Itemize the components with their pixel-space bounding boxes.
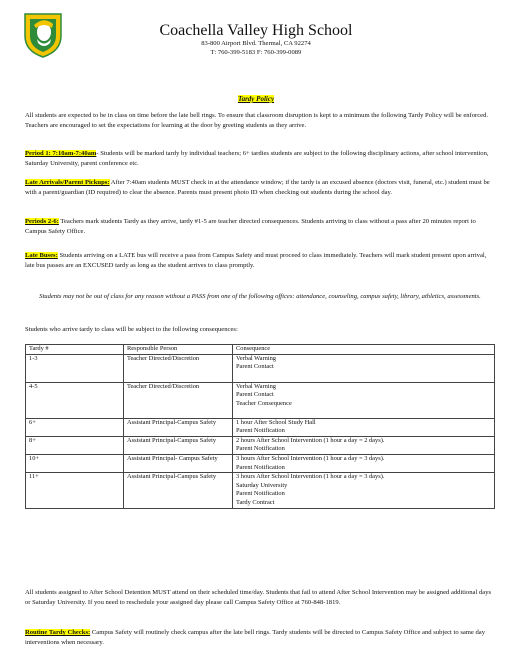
section-periods-2-6: [25, 217, 495, 237]
cell-tardy: 4-5: [26, 382, 124, 418]
cell-person: Assistant Principal-Campus Safety: [124, 418, 233, 436]
section-text: Teachers mark students Tardy as they arrive, tardy #1-5 are teacher directed consequences. Students arriving to class without a pass after 20 minutes report to Campus Safety Office.: [25, 218, 476, 235]
consequence-line: Parent Notification: [236, 463, 285, 471]
cell-consequence: [233, 454, 495, 472]
cell-person: Teacher Directed/Discretion: [124, 382, 233, 418]
section-text: Campus Safety will routinely check campus after the late bell rings. Tardy students will be directed to Campus Safety Office and subject to same day interventions when necessary.: [25, 629, 486, 646]
cell-consequence: [233, 436, 495, 454]
section-routine-checks: [25, 628, 495, 648]
cell-consequence: [233, 418, 495, 436]
cell-tardy: 6+: [26, 418, 124, 436]
consequence-line: 3 hours After School Intervention (1 hour a day = 3 days).: [236, 473, 385, 481]
table-row: [26, 382, 495, 418]
cell-tardy: 8+: [26, 436, 124, 454]
table-row: [26, 473, 495, 508]
consequence-line: Verbal Warning: [236, 354, 277, 362]
consequence-line: 2 hours After School Intervention (1 hour a day = 2 days).: [236, 436, 385, 444]
table-row: [26, 418, 495, 436]
cell-person: Teacher Directed/Discretion: [124, 354, 233, 382]
section-period-1: [25, 149, 495, 169]
consequence-line: Parent Notification: [236, 490, 285, 498]
table-intro: Students who arrive tardy to class will be subject to the following consequences:: [25, 326, 238, 333]
section-text: After 7:40am students MUST check in at the attendance window; if the tardy is an excused absence (doctors visit, funeral, etc.) student must be with a parent/guardian (ID required) to clear the absence. Parents must present photo ID when checking out students during the school day.: [25, 179, 490, 196]
consequence-line: Parent Notification: [236, 427, 285, 435]
school-phone: T: 760-399-5183 F: 760-399-0089: [210, 48, 302, 56]
consequence-line: 1 hour After School Study Hall: [236, 418, 316, 426]
table-row: [26, 454, 495, 472]
section-text: - Students will be marked tardy by individual teachers; 6+ tardies students are subject to the following disciplinary actions, after school intervention, Saturday University, parent conference etc.: [25, 150, 489, 167]
consequence-line: 3 hours After School Intervention (1 hour a day = 3 days).: [236, 454, 385, 462]
consequence-line: Tardy Contract: [236, 498, 275, 506]
after-table-paragraph: All students assigned to After School Detention MUST attend on their scheduled time/day. Students that fail to attend After School Intervention may be assigned additional days or Saturday University. If you need to reschedule your assigned day please call Campus Safety Office at 760-848-1819.: [25, 589, 492, 606]
cell-person: Assistant Principal-Campus Safety: [124, 436, 233, 454]
section-label: Late Buses:: [25, 252, 58, 259]
letterhead: [0, 22, 512, 57]
cell-person: Assistant Principal-Campus Safety: [124, 473, 233, 508]
consequence-line: Parent Contact: [236, 391, 274, 399]
consequence-line: Saturday University: [236, 481, 288, 489]
cell-person: Assistant Principal- Campus Safety: [124, 454, 233, 472]
cell-consequence: [233, 354, 495, 382]
cell-consequence: [233, 473, 495, 508]
column-header-consequence: Consequence: [233, 345, 495, 355]
section-label: Periods 2-6:: [25, 218, 59, 225]
policy-title-wrap: [0, 95, 512, 103]
section-text: Students arriving on a LATE bus will receive a pass from Campus Safety and must proceed to class immediately. Teachers will mark student present upon arrival, late bus passes are an EXCUSED tardy as long as the student arrives to class promptly.: [25, 252, 487, 269]
column-header-tardy: Tardy #: [26, 345, 124, 355]
table-row: [26, 436, 495, 454]
consequence-line: Parent Notification: [236, 445, 285, 453]
consequence-table: [25, 344, 495, 509]
section-label: Late Arrivals/Parent Pickups:: [25, 179, 110, 186]
school-name: Coachella Valley High School: [159, 22, 353, 39]
section-late-arrivals: [25, 178, 495, 198]
section-late-buses: [25, 251, 495, 271]
cell-tardy: 10+: [26, 454, 124, 472]
column-header-person: Responsible Person: [124, 345, 233, 355]
consequence-line: Parent Contact: [236, 363, 274, 371]
policy-title: Tardy Policy: [237, 95, 275, 103]
cell-tardy: 1-3: [26, 354, 124, 382]
intro-paragraph: All students are expected to be in class on time before the late bell rings. To ensure that classroom disruption is kept to a minimum the following Tardy Policy will be enforced. Teachers are encouraged to set the expectations for learning at the door by greeting students as they arrive.: [25, 112, 489, 129]
section-label: Period 1: 7:10am-7:40am: [25, 150, 97, 157]
cell-tardy: 11+: [26, 473, 124, 508]
consequence-line: Teacher Consequence: [236, 399, 292, 407]
section-label: Routine Tardy Checks:: [25, 629, 91, 636]
pass-note: Students may not be out of class for any reason without a PASS from one of the following offices: attendance, counseling, campus safety, library, athletics, assessments.: [39, 293, 481, 300]
table-header-row: [26, 345, 495, 355]
consequence-line: Verbal Warning: [236, 382, 277, 390]
school-address: 83-800 Airport Blvd. Thermal, CA 92274: [201, 40, 311, 47]
cell-consequence: [233, 382, 495, 418]
table-row: [26, 354, 495, 382]
